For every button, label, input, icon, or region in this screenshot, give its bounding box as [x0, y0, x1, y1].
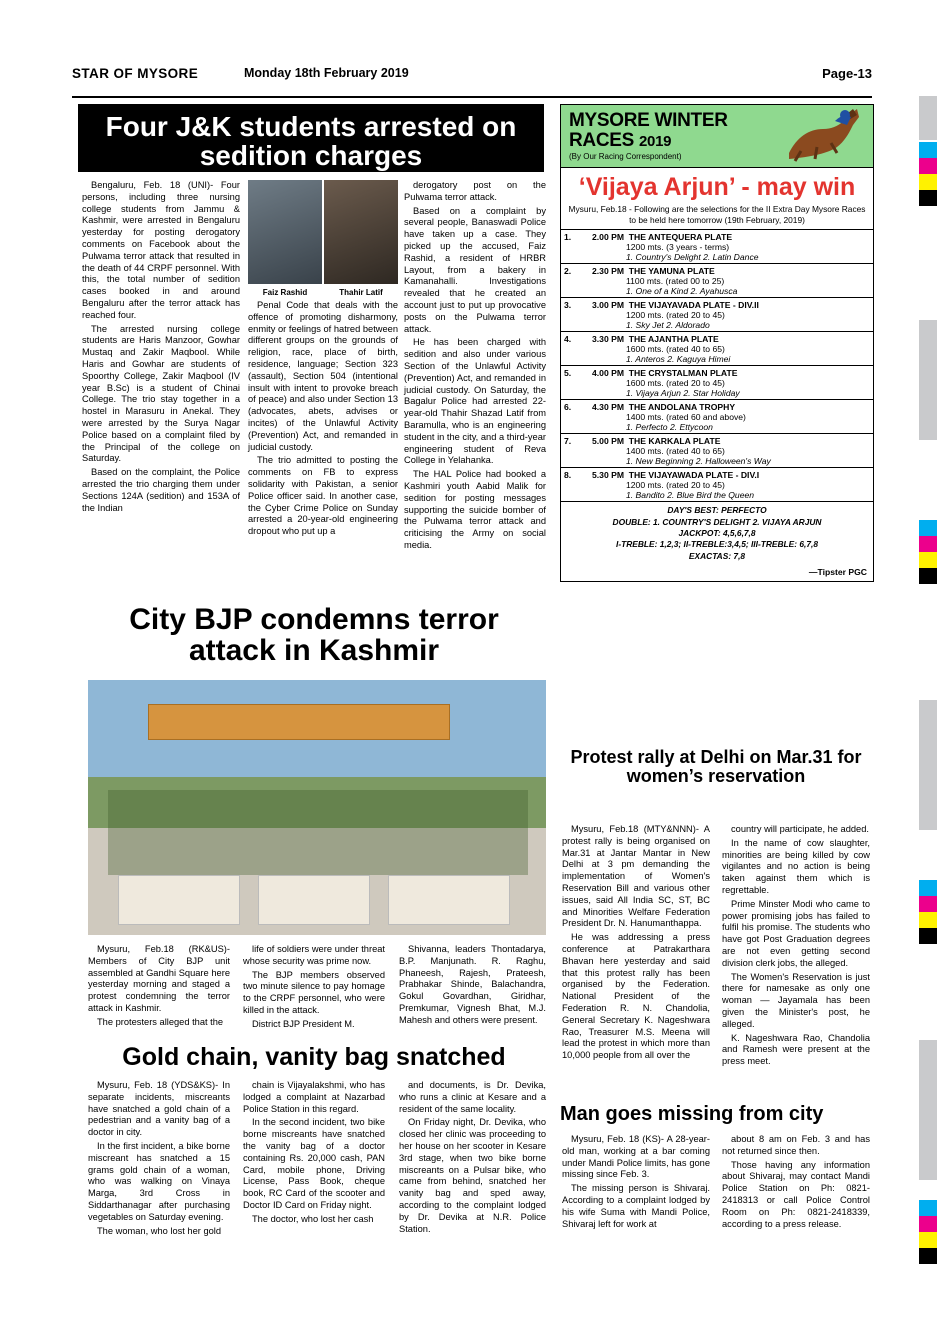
race-no: 2.: [561, 264, 589, 298]
missing-column-2: about 8 am on Feb. 3 and has not returned since then. Those having any information about Shivaraj, may contact Mandi Police Station on Ph: 0821-2418313 or call Police Control Room on Ph: 0821-2418339, according to a press release.: [722, 1134, 870, 1229]
headline-man-missing: Man goes missing from city: [560, 1103, 824, 1125]
races-tip-headline: ‘Vijaya Arjun’ - may win: [578, 173, 856, 201]
race-selection: 1. Sky Jet 2. Aldorado: [626, 319, 710, 330]
color-bar-black-2: [919, 568, 937, 584]
color-bar-grey-4: [919, 1040, 937, 1180]
headline-protest-rally: Protest rally at Delhi on Mar.31 for women’s reservation: [570, 747, 862, 786]
race-detail: 1200 mts. (rated 20 to 45): [626, 479, 725, 490]
color-bar-cyan-2: [919, 520, 937, 536]
days-best: DAY'S BEST: PERFECTO: [667, 505, 767, 516]
races-title-line1: MYSORE WINTER: [569, 110, 728, 131]
race-detail: 1200 mts. (rated 20 to 45): [626, 309, 725, 320]
jk-column-3: derogatory post on the Pulwama terror attack. Based on a complaint by several people, Banaswadi Police have taken up a case. They picked up the accused, Faiz Rashid, a resident of HRBR Layout, from a bakery in Kamanahalli. Investigations revealed that he created an account just to put up provocative posts on the Pulwama terror attack. He has been charged with sedition and also under various Section of the Unlawful Activity (Prevention) Act, and remanded in judicial custody. On Saturday, the Bagalur Police had arrested 22-year-old Thahir Shazad Latif from Baramulla, who is an engineering student in the city, and a third-year engineering student of Reva College in Yelahanka. The HAL Police had booked a Kashmiri youth Aabid Malik for sedition for posting messages supporting the suicide bomber of the Pulwama terror attack and criticising the Army on social media.: [404, 180, 546, 550]
jk-column-1: Bengaluru, Feb. 18 (UNI)- Four persons, including three nursing college students from Jammu & Kashmir, were arrested in Bengaluru yesterday for posting derogatory comments on Facebook about the Pulwama terror attack that resulted in the death of 44 CRPF personnel. With this, the total number of sedition cases booked in and around Bengaluru after the terror attack has reached four. The arrested nursing college students are Haris Manzoor, Gowhar Mustaq and Zakir Maqbool. While Haris and Gowhar are students of Spoorthy College, Zakir Maqbool (IV year B.Sc) is a student of Chinai College. The trio stay together in a hostel in Marasuru in Anekal. They were arrested by the Surya Nagar Police based on a complaint filed by the Principal of the college on Saturday. Based on the complaint, the Police arrested the trio charging them under Sections 124A (sedition) and 153A of the Indian: [82, 180, 240, 513]
race-name: THE AJANTHA PLATE: [628, 333, 719, 344]
jackpot-tip: JACKPOT: 4,5,6,7,8: [678, 527, 756, 538]
mysore-winter-races-box: [560, 104, 874, 582]
races-footer: [561, 501, 873, 565]
bjp-column-3: Shivanna, leaders Thontadarya, B.P. Manjunath. R. Raghu, Phaneesh, Rajesh, Prateesh, Prabhakar Shinde, Balachandra, Gokul Govardhan, Giridhar, Premkumar, Vignesh Bhat, M.J. Mahesh and others were present.: [399, 944, 546, 1025]
table-row: [561, 434, 873, 468]
placard-3: [388, 875, 510, 925]
race-no: 3.: [561, 298, 589, 332]
race-selection: 1. New Beginning 2. Halloween's Way: [626, 455, 771, 466]
masthead: [72, 62, 872, 98]
race-name: THE KARKALA PLATE: [628, 435, 721, 446]
race-selection: 1. Country's Delight 2. Latin Dance: [626, 251, 759, 262]
tipster-credit: —Tipster PGC: [808, 566, 867, 577]
race-time: 2.30 PM: [592, 265, 625, 276]
race-name: THE VIJAYAVADA PLATE - DIV.II: [628, 299, 759, 310]
race-name: THE ANTEQUERA PLATE: [628, 231, 733, 242]
table-row: [561, 468, 873, 502]
color-bar-black-4: [919, 1248, 937, 1264]
table-row: [561, 298, 873, 332]
race-time: 4.00 PM: [592, 367, 625, 378]
table-row: [561, 264, 873, 298]
headline-gold-chain: Gold chain, vanity bag snatched: [122, 1043, 506, 1071]
color-bar-yellow-3: [919, 912, 937, 928]
color-bar-magenta: [919, 158, 937, 174]
placard-1: [118, 875, 240, 925]
race-selection: 1. Bandito 2. Blue Bird the Queen: [626, 489, 755, 500]
treble-tips: I-TREBLE: 1,2,3; II-TREBLE:3,4,5; III-TREBLE: 6,7,8: [616, 539, 818, 550]
protest-column-2: country will participate, he added. In the name of cow slaughter, minorities are being killed by cow vigilantes and no action is being taken against them which is regrettable. Prime Minster Modi who came to power promising jobs has failed to fulfil his promise. The students who have got Post Graduation degrees are not even getting second division clerk jobs, the alleged. The Women's Reservation is just there for namesake as only one woman — Jayamala has been given the Minister's post, he alleged. K. Nageshwara Rao, Chandolia and Ramesh were present at the press meet.: [722, 824, 870, 1067]
gold-column-2: chain is Vijayalakshmi, who has lodged a complaint at Nazarbad Police Station in this regard. In the second incident, two bike borne miscreants have snatched the vanity bag of a doctor containing Rs. 20,000 cash, PAN Card, mobile phone, Driving License, Pass Book, cheque book, RC Card of the scooter and Doctor ID Card on Friday night. The doctor, who lost her cash: [243, 1080, 385, 1224]
races-year: 2019: [639, 132, 672, 150]
race-time: 3.30 PM: [592, 333, 625, 344]
race-no: 4.: [561, 332, 589, 366]
race-detail: 1200 mts. (3 years - terms): [626, 241, 730, 252]
race-name: THE ANDOLANA TROPHY: [628, 401, 736, 412]
race-time: 3.00 PM: [592, 299, 625, 310]
page-number: Page-13: [822, 66, 872, 81]
race-name: THE YAMUNA PLATE: [628, 265, 715, 276]
race-no: 7.: [561, 434, 589, 468]
crowd-area: [108, 790, 528, 875]
caption-thahir: Thahir Latif: [339, 288, 383, 297]
color-registration-bars: [917, 0, 945, 1337]
double-tip: DOUBLE: 1. COUNTRY'S DELIGHT 2. VIJAYA ARJUN: [612, 516, 822, 527]
missing-column-1: Mysuru, Feb. 18 (KS)- A 28-year-old man, working at a bar coming under Mandi Police limits, has gone missing since Feb. 3. The missing person is Shivaraj. According to a complaint lodged by his wife Suma with Mandi Police, Shivaraj left for work at: [562, 1134, 710, 1229]
color-bar-yellow-4: [919, 1232, 937, 1248]
race-selection: 1. Perfecto 2. Ettycoon: [626, 421, 713, 432]
color-bar-grey-2: [919, 320, 937, 440]
race-no: 6.: [561, 400, 589, 434]
placard-2: [258, 875, 370, 925]
color-bar-cyan-4: [919, 1200, 937, 1216]
races-header: [561, 105, 873, 168]
races-correspondent: (By Our Racing Correspondent): [569, 152, 682, 161]
table-row: [561, 400, 873, 434]
bjp-column-2: life of soldiers were under threat whose security was prime now. The BJP members observed two minute silence to pay homage to the CRPF personnel, who were killed in the attack. District BJP President M.: [243, 944, 385, 1029]
race-name: THE CRYSTALMAN PLATE: [628, 367, 738, 378]
color-bar-black: [919, 190, 937, 206]
race-detail: 1400 mts. (rated 60 and above): [626, 411, 746, 422]
issue-date: Monday 18th February 2019: [244, 66, 409, 80]
color-bar-yellow-2: [919, 552, 937, 568]
race-selection: 1. Anteros 2. Kaguya Himei: [626, 353, 731, 364]
gold-column-1: Mysuru, Feb. 18 (YDS&KS)- In separate incidents, miscreants have snatched a gold chain of a pedestrian and a vanity bag of a doctor in city. In the first incident, a bike borne miscreant has snatched a 15 grams gold chain of a woman, who was walking on Vinaya Marga, 3rd Cross in Siddarthanagar after purchasing vegetables on Saturday evening. The woman, who lost her gold: [88, 1080, 230, 1236]
race-detail: 1600 mts. (rated 20 to 45): [626, 377, 725, 388]
races-table: [561, 229, 873, 501]
table-row: [561, 332, 873, 366]
paper-name: STAR OF MYSORE: [72, 66, 199, 81]
table-row: [561, 230, 873, 264]
color-bar-magenta-2: [919, 536, 937, 552]
headline-jk-students: Four J&K students arrested on sedition charges: [78, 104, 544, 172]
photo-bjp-protest: [88, 680, 546, 935]
caption-faiz: Faiz Rashid: [262, 288, 308, 297]
races-title-line2: RACES: [569, 129, 635, 151]
race-detail: 1100 mts. (rated 00 to 25): [626, 275, 725, 286]
race-time: 2.00 PM: [592, 231, 625, 242]
color-bar-cyan-3: [919, 880, 937, 896]
race-time: 4.30 PM: [592, 401, 625, 412]
table-row: [561, 366, 873, 400]
color-bar-magenta-4: [919, 1216, 937, 1232]
gold-column-3: and documents, is Dr. Devika, who runs a clinic at Kesare and a resident of the same locality. On Friday night, Dr. Devika, who closed her clinic was proceeding to her house on her scooter in Kesare 3rd stage, when two bike borne miscreants on a Pulsar bike, who came from behind, snatched her vanity bag and sped away, according to the complaint lodged by Dr. Devika at N.R. Police Station.: [399, 1080, 546, 1234]
race-time: 5.00 PM: [592, 435, 625, 446]
race-no: 8.: [561, 468, 589, 502]
photo-faiz-rashid: [248, 180, 322, 284]
color-bar-black-3: [919, 928, 937, 944]
color-bar-grey: [919, 96, 937, 140]
races-title: [569, 111, 728, 151]
bjp-column-1: Mysuru, Feb.18 (RK&US)- Members of City BJP unit assembled at Gandhi Square here yesterday morning and staged a protest condemning the terror attack in Kashmir. The protesters alleged that the: [88, 944, 230, 1027]
race-detail: 1400 mts. (rated 40 to 65): [626, 445, 725, 456]
color-bar-yellow: [919, 174, 937, 190]
color-bar-grey-3: [919, 700, 937, 830]
photo-thahir-latif: [324, 180, 398, 284]
race-selection: 1. One of a Kind 2. Ayahusca: [626, 285, 738, 296]
race-detail: 1600 mts. (rated 40 to 65): [626, 343, 725, 354]
jk-column-2: Penal Code that deals with the offence of promoting disharmony, enmity or feelings of hatred between different groups on the grounds of religion, race, place of birth, residence, language; Section 323 (assault), Section 504 (intentional insult with intent to provoke breach of peace) and also under Section 13 (advocates, abets, advises or incites) of the Unlawful Activity (Prevention) Act, and remanded in judicial custody. The trio admitted to posting the comments on FB to express solidarity with Pakistan, a senior Police officer said. In another case, the Cyber Crime Police on Sunday arrested a 20-year-old engineering dropout who put up a: [248, 300, 398, 537]
color-bar-cyan: [919, 142, 937, 158]
color-bar-magenta-3: [919, 896, 937, 912]
exacta-tips: EXACTAS: 7,8: [688, 550, 746, 561]
race-name: THE VIJAYAWADA PLATE - DIV.I: [628, 469, 760, 480]
race-selection: 1. Vijaya Arjun 2. Star Holiday: [626, 387, 740, 398]
race-no: 5.: [561, 366, 589, 400]
jockey-horse-icon: [783, 107, 869, 163]
banner-in-photo: [148, 704, 450, 740]
race-no: 1.: [561, 230, 589, 264]
headline-bjp-condemns: City BJP condemns terror attack in Kashmir: [129, 603, 499, 668]
race-time: 5.30 PM: [592, 469, 625, 480]
races-intro: Mysuru, Feb.18 - Following are the selections for the II Extra Day Mysore Races to be held here tomorrow (19th February, 2019): [568, 204, 866, 225]
protest-column-1: Mysuru, Feb.18 (MTY&NNN)- A protest rally is being organised on Mar.31 at Jantar Mantar in New Delhi at 3 pm demanding the implementation of Women's Reservation Bill and various other issues, said All India SC, ST, BC and Minorities Welfare Federation President Dr. N. Hanumanthappa. He was addressing a press conference at Patrakarthara Bhavan here yesterday and said that this protest rally has been organised by the Federation. National President of the Federation R. N. Chandolia, General Secretary K. Nageshwara Rao, Treasurer M.S. Meena will lead the protest in which more than 10,000 people from all over the: [562, 824, 710, 1061]
